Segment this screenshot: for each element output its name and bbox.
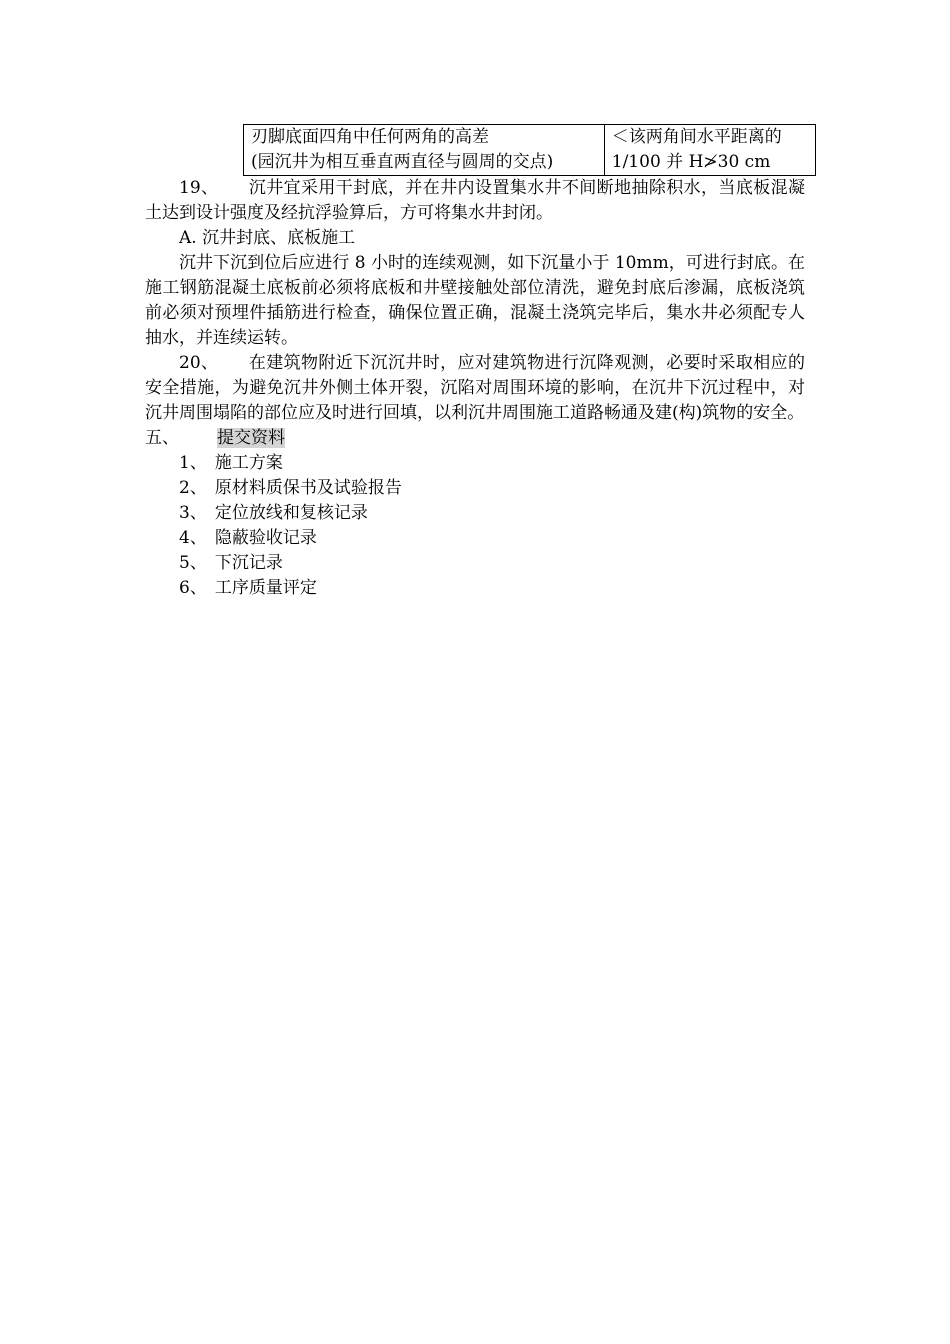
- section-number: 五、: [145, 428, 179, 448]
- item-number: 19、: [179, 178, 219, 198]
- list-item-number: 3、: [179, 503, 207, 523]
- list-item: [145, 476, 805, 501]
- cell-line: ＜该两角间水平距离的: [611, 127, 782, 147]
- table-cell-requirement: [244, 125, 605, 176]
- list-item-label: 下沉记录: [214, 553, 283, 573]
- paragraph-item-19: [145, 176, 805, 226]
- list-item-label: 施工方案: [214, 453, 283, 473]
- list-item: [145, 551, 805, 576]
- section-heading: [145, 426, 805, 451]
- list-item-number: 2、: [179, 478, 207, 498]
- paragraph-item-20: [145, 351, 805, 426]
- cell-line: (园沉井为相互垂直两直径与圆周的交点): [251, 152, 554, 172]
- cell-line: 刃脚底面四角中任何两角的高差: [251, 127, 489, 147]
- tolerance-table: [243, 124, 816, 176]
- list-item-label: 隐蔽验收记录: [214, 528, 317, 548]
- list-item-number: 6、: [179, 578, 207, 598]
- paragraph-text: 沉井宜采用干封底，并在井内设置集水井不间断地抽除积水，当底板混凝土达到设计强度及经抗浮验算后，方可将集水井封闭。: [145, 178, 805, 223]
- paragraph-subsection-a: 沉井下沉到位后应进行 8 小时的连续观测，如下沉量小于 10mm，可进行封底。在施工钢筋混凝土底板前必须将底板和井壁接触处部位清洗，避免封底后渗漏，底板浇筑前必须对预埋件插筋进行检查，确保位置正确，混凝土浇筑完毕后，集水井必须配专人抽水，并连续运转。: [145, 253, 805, 348]
- table-cell-tolerance: [604, 125, 815, 176]
- list-item-number: 5、: [179, 553, 207, 573]
- section-title: 提交资料: [217, 428, 285, 448]
- list-item: [145, 576, 805, 601]
- list-item: [145, 526, 805, 551]
- table-row: [244, 125, 816, 176]
- item-number: 20、: [179, 353, 219, 373]
- list-item-number: 1、: [179, 453, 207, 473]
- cell-line: 1/100 并 H≯30 cm: [611, 152, 771, 172]
- list-item-label: 原材料质保书及试验报告: [214, 478, 402, 498]
- list-item-label: 工序质量评定: [214, 578, 317, 598]
- list-item-label: 定位放线和复核记录: [214, 503, 368, 523]
- paragraph-text: 在建筑物附近下沉沉井时，应对建筑物进行沉降观测，必要时采取相应的安全措施，为避免沉井外侧土体开裂，沉陷对周围环境的影响，在沉井下沉过程中，对沉井周围塌陷的部位应及时进行回填，以利沉井周围施工道路畅通及建(构)筑物的安全。: [145, 353, 805, 423]
- list-item: [145, 501, 805, 526]
- body-text: [145, 176, 805, 601]
- submission-list: [145, 451, 805, 601]
- list-item-number: 4、: [179, 528, 207, 548]
- list-item: [145, 451, 805, 476]
- subsection-title: A. 沉井封底、底板施工: [179, 228, 356, 248]
